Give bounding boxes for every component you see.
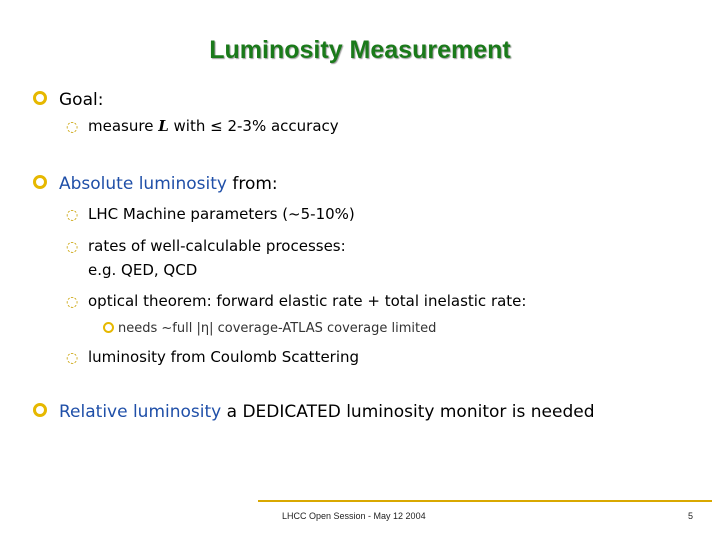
goal-sub-prefix: measure xyxy=(88,117,159,135)
item-text: rates of well-calculable processes: xyxy=(88,237,346,255)
goal-sub-suffix: with ≤ 2-3% accuracy xyxy=(168,117,339,135)
ring-bullet-icon xyxy=(103,322,114,333)
bullet-absolute xyxy=(33,174,278,194)
ring-bullet-icon xyxy=(33,175,47,189)
sub-bullet-machine xyxy=(66,205,355,223)
luminosity-symbol: L xyxy=(158,117,169,135)
item-text: LHC Machine parameters (~5-10%) xyxy=(88,205,355,223)
sub-bullet-goal xyxy=(66,117,339,135)
page-number: 5 xyxy=(688,511,694,521)
footer-rule xyxy=(258,500,712,502)
ring-bullet-icon xyxy=(33,403,47,417)
absolute-label-suffix: from: xyxy=(226,174,278,194)
circle-bullet-icon: ◌ xyxy=(66,294,79,310)
circle-bullet-icon: ◌ xyxy=(66,119,79,135)
item-text: optical theorem: forward elastic rate + total inelastic rate: xyxy=(88,292,527,310)
subsub-bullet-coverage xyxy=(103,321,436,336)
slide-title: Luminosity Measurement xyxy=(209,36,511,64)
absolute-label: Absolute luminosity xyxy=(59,174,227,194)
relative-text: a DEDICATED luminosity monitor is needed xyxy=(221,402,595,422)
footer-text: LHCC Open Session - May 12 2004 xyxy=(282,511,426,521)
relative-label: Relative luminosity xyxy=(59,402,222,422)
ring-bullet-icon xyxy=(33,91,47,105)
sub-bullet-coulomb xyxy=(66,348,359,366)
sub-bullet-rates-cont xyxy=(88,261,197,279)
sub-bullet-rates xyxy=(66,237,346,255)
item-text: luminosity from Coulomb Scattering xyxy=(88,348,360,366)
item-text: needs ~full |η| coverage-ATLAS coverage limited xyxy=(118,321,437,336)
bullet-relative xyxy=(33,402,595,422)
circle-bullet-icon: ◌ xyxy=(66,207,79,223)
circle-bullet-icon: ◌ xyxy=(66,239,79,255)
bullet-goal xyxy=(33,90,103,110)
sub-bullet-optical xyxy=(66,292,526,310)
goal-label: Goal: xyxy=(59,90,104,110)
circle-bullet-icon: ◌ xyxy=(66,350,79,366)
item-text: e.g. QED, QCD xyxy=(88,261,198,279)
